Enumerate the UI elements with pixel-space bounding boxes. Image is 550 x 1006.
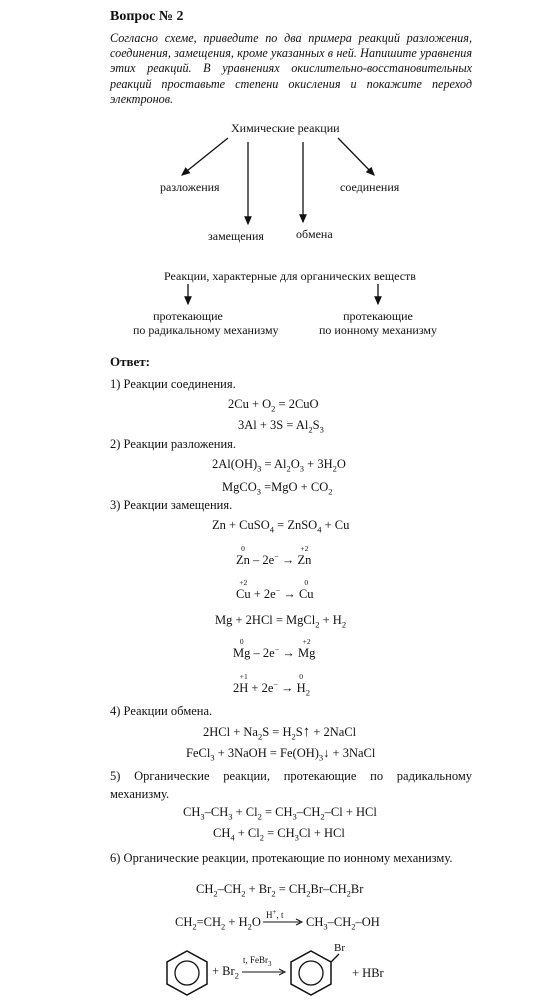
- equation: + $Br_2$: [212, 964, 239, 981]
- diagram-decomposition: разложения: [160, 180, 220, 194]
- answer-heading: Ответ:: [110, 354, 151, 369]
- equation-product: $CH_3-CH_2-OH$: [306, 915, 380, 932]
- question-prompt: Согласно схеме, приведите по два примера реакций разложения, соединения, замещения, кроме указанных в ней. Напишите уравнения этих реакций. В уравнениях окислительно-восстановительных реакций проставьте степени окисления и покажите переход электронов.: [110, 31, 472, 106]
- reaction-arrow: [241, 966, 287, 978]
- equation: $2Cu + O_2 = 2CuO$: [228, 397, 319, 414]
- reaction-diagram-arrows: [0, 0, 550, 340]
- bromobenzene-ring: [287, 948, 341, 998]
- equation-product: + HBr: [352, 966, 384, 980]
- diagram-exchange: обмена: [296, 227, 333, 241]
- arrow-decomposition: [182, 138, 228, 175]
- equation: $3Al + 3S = Al_2S_3$: [238, 418, 324, 435]
- equation: $CH_2=CH_2 + H_2O$: [175, 915, 261, 932]
- section-combination: 1) Реакции соединения.: [110, 377, 236, 391]
- section-decomposition: 2) Реакции разложения.: [110, 437, 237, 451]
- diagram-radical: протекающие по радикальному механизму: [133, 309, 279, 337]
- electron-balance: Mg 0 – 2e− → Mg +2: [233, 637, 316, 661]
- equation: FeCl$_3$ + 3NaOH = $Fe(OH)_3↓$ + 3NaCl: [186, 746, 376, 763]
- section-ionic: 6) Органические реакции, протекающие по ионному механизму.: [110, 851, 453, 865]
- electron-balance: 2H +1 + 2e− → H 0 $_2$: [233, 672, 310, 698]
- equation: $CH_3-CH_3 + Cl_2 = CH_3-CH_2-Cl$ + HCl: [183, 805, 377, 822]
- diagram-ionic: протекающие по ионному механизму: [319, 309, 437, 337]
- equation: Mg + 2HCl = MgCl$_2$ + $H_2$: [215, 613, 347, 630]
- electron-balance: Zn 0 – 2e− → Zn +2: [236, 544, 312, 568]
- reaction-conditions: H+, t: [266, 908, 284, 920]
- arrow-combination: [338, 138, 374, 175]
- bromine-substituent: Br: [334, 942, 345, 954]
- diagram-combination: соединения: [340, 180, 400, 194]
- electron-balance: Cu +2 + 2e− → Cu 0: [236, 578, 314, 602]
- reaction-arrow: [262, 915, 304, 927]
- section-radical: 5) Органические реакции, протекающие по радикальному механизму.: [110, 769, 472, 801]
- diagram-root: Химические реакции: [231, 121, 340, 135]
- equation: MgCO$_3$ $=MgO + CO_2$: [222, 480, 333, 497]
- equation: Zn + CuSO$_4$ = ZnSO$_4$ + Cu: [212, 518, 350, 535]
- diagram-organic-root: Реакции, характерные для органических веществ: [164, 269, 416, 283]
- equation: $CH_2-CH_2 + Br_2 = CH_2Br-CH_2Br$: [196, 882, 364, 899]
- benzene-ring: [163, 948, 211, 998]
- equation: $2Al(OH)_3 = Al_2O_3 + 3H_2O$: [212, 457, 346, 474]
- reaction-conditions: t, FeBr$_3$: [243, 955, 272, 968]
- section-substitution: 3) Реакции замещения.: [110, 498, 233, 512]
- equation: $CH_4 + Cl_2 = CH_3Cl$ + HCl: [213, 826, 345, 843]
- diagram-substitution: замещения: [208, 229, 264, 243]
- section-exchange: 4) Реакции обмена.: [110, 704, 213, 718]
- question-title: Вопрос № 2: [110, 9, 184, 24]
- equation: $2HCl + Na_2S$ = $H_2S↑$ + 2NaCl: [203, 724, 357, 742]
